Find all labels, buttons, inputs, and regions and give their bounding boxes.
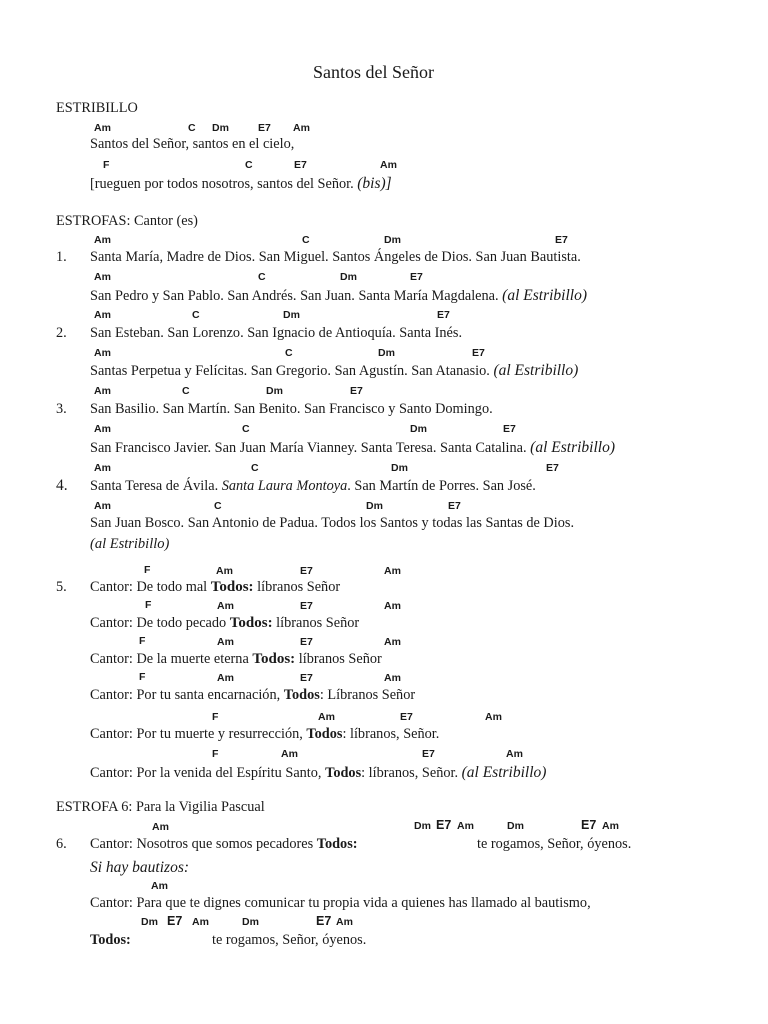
verse-line: San Basilio. San Martín. San Benito. San Francisco y Santo Domingo. <box>90 401 493 417</box>
chord: Am <box>94 423 111 435</box>
chord: E7 <box>555 234 568 246</box>
chord: Am <box>151 880 168 892</box>
chord: E7 <box>258 122 271 134</box>
chord: C <box>182 385 190 397</box>
chord: Am <box>384 636 401 648</box>
verse-line: Santa Teresa de Ávila. Santa Laura Montoya. San Martín de Porres. San José. <box>90 478 536 494</box>
verse-line: Cantor: Nosotros que somos pecadores Todos: <box>90 836 358 852</box>
chord: Am <box>217 636 234 648</box>
bautizos-note: Si hay bautizos: <box>90 859 190 876</box>
chord: Am <box>94 309 111 321</box>
chord: F <box>212 748 219 760</box>
chord: F <box>145 599 152 611</box>
chord: Am <box>457 820 474 832</box>
al-estribillo-note: (al Estribillo) <box>502 287 587 304</box>
chord: Dm <box>141 916 158 928</box>
chord: Dm <box>391 462 408 474</box>
chord: E7 <box>581 818 597 832</box>
litany-line: Cantor: De todo pecado Todos: líbranos Señor <box>90 615 360 631</box>
chord: E7 <box>300 565 313 577</box>
chord: F <box>139 635 146 647</box>
chord: Am <box>217 672 234 684</box>
estrofa6-label: ESTROFA 6: Para la Vigilia Pascual <box>56 799 265 815</box>
chord: E7 <box>316 914 332 928</box>
chord: C <box>285 347 293 359</box>
verse-number: 3. <box>56 401 67 417</box>
chord: Am <box>152 821 169 833</box>
chord: Dm <box>414 820 431 832</box>
chord: F <box>144 564 151 576</box>
chord: E7 <box>546 462 559 474</box>
verse-number: 2. <box>56 325 67 341</box>
chord: Am <box>293 122 310 134</box>
chord: E7 <box>400 711 413 723</box>
chord: F <box>103 159 110 171</box>
verse-number: 1. <box>56 249 67 265</box>
chord: E7 <box>300 672 313 684</box>
al-estribillo-note: (al Estribillo) <box>90 536 170 552</box>
todos-label: Todos: <box>90 932 131 948</box>
chord: Am <box>384 600 401 612</box>
chord: Am <box>216 565 233 577</box>
chord: C <box>302 234 310 246</box>
chord: Am <box>281 748 298 760</box>
chord: Dm <box>266 385 283 397</box>
verse-line: San Francisco Javier. San Juan María Vianney. Santa Teresa. Santa Catalina. (al Estribillo) <box>90 439 615 456</box>
estrofas-label: ESTROFAS: Cantor (es) <box>56 213 198 229</box>
verse-line: Santa María, Madre de Dios. San Miguel. Santos Ángeles de Dios. San Juan Bautista. <box>90 249 581 265</box>
verse-line: Cantor: Para que te dignes comunicar tu propia vida a quienes has llamado al bautismo, <box>90 895 591 911</box>
chord: C <box>214 500 222 512</box>
chord: E7 <box>472 347 485 359</box>
litany-line: Cantor: De todo mal Todos: líbranos Señor <box>90 579 341 595</box>
chord: Dm <box>366 500 383 512</box>
estribillo-label: ESTRIBILLO <box>56 100 138 116</box>
verse-line: San Pedro y San Pablo. San Andrés. San Juan. Santa María Magdalena. (al Estribillo) <box>90 287 587 304</box>
chord: Am <box>94 500 111 512</box>
litany-line: Cantor: Por tu muerte y resurrección, Todos: líbranos, Señor. <box>90 726 440 742</box>
chord: E7 <box>422 748 435 760</box>
chord: Am <box>602 820 619 832</box>
chord: Am <box>485 711 502 723</box>
verse-number: 5. <box>56 579 67 595</box>
chord: Am <box>384 565 401 577</box>
litany-line: Cantor: De la muerte eterna Todos: líbranos Señor <box>90 651 382 667</box>
chord: E7 <box>300 636 313 648</box>
al-estribillo-note: (al Estribillo) <box>461 764 547 781</box>
chord: E7 <box>448 500 461 512</box>
chord: C <box>258 271 266 283</box>
verse-number: 4. <box>56 477 68 494</box>
chord: Dm <box>340 271 357 283</box>
page-title: Santos del Señor <box>313 62 434 82</box>
chord: C <box>242 423 250 435</box>
chord: Am <box>94 271 111 283</box>
chord: E7 <box>503 423 516 435</box>
chord: E7 <box>437 309 450 321</box>
chord: C <box>245 159 253 171</box>
al-estribillo-note: (al Estribillo) <box>493 362 579 379</box>
response-line: te rogamos, Señor, óyenos. <box>212 932 367 948</box>
chord: Dm <box>378 347 395 359</box>
chord: E7 <box>436 818 452 832</box>
chord: Am <box>217 600 234 612</box>
chord: Dm <box>384 234 401 246</box>
chord: Am <box>192 916 209 928</box>
chord: C <box>192 309 200 321</box>
chord: Dm <box>410 423 427 435</box>
chord: E7 <box>300 600 313 612</box>
chord: C <box>251 462 259 474</box>
litany-line: Cantor: Por tu santa encarnación, Todos: Líbranos Señor <box>90 687 416 703</box>
litany-line: Cantor: Por la venida del Espíritu Santo, Todos: líbranos, Señor. (al Estribillo) <box>90 764 547 781</box>
bis-note: (bis)] <box>357 175 392 192</box>
verse-line: San Esteban. San Lorenzo. San Ignacio de Antioquía. Santa Inés. <box>90 325 463 341</box>
chord: Dm <box>212 122 229 134</box>
chord: E7 <box>167 914 183 928</box>
chord: F <box>212 711 219 723</box>
chord: Am <box>384 672 401 684</box>
estribillo-line-1: Santos del Señor, santos en el cielo, <box>90 136 295 152</box>
chord: E7 <box>350 385 363 397</box>
chord: C <box>188 122 196 134</box>
chord: Dm <box>242 916 259 928</box>
chord: E7 <box>410 271 423 283</box>
chord: Dm <box>283 309 300 321</box>
al-estribillo-note: (al Estribillo) <box>530 439 615 456</box>
chord: Am <box>318 711 335 723</box>
chord: Am <box>380 159 397 171</box>
verse-line: Santas Perpetua y Felícitas. San Gregorio. San Agustín. San Atanasio. (al Estribillo) <box>90 362 579 379</box>
verse-number: 6. <box>56 836 67 852</box>
response-line: te rogamos, Señor, óyenos. <box>477 836 632 852</box>
chord: Am <box>336 916 353 928</box>
estribillo-line-2: [rueguen por todos nosotros, santos del Señor. (bis)] <box>90 175 392 192</box>
chord: Am <box>506 748 523 760</box>
chord: E7 <box>294 159 307 171</box>
chord: Am <box>94 122 111 134</box>
chord: Am <box>94 234 111 246</box>
chord: Am <box>94 347 111 359</box>
chord: Am <box>94 385 111 397</box>
chord: Dm <box>507 820 524 832</box>
chord: Am <box>94 462 111 474</box>
verse-line: San Juan Bosco. San Antonio de Padua. Todos los Santos y todas las Santas de Dios. <box>90 515 575 531</box>
chord: F <box>139 671 146 683</box>
